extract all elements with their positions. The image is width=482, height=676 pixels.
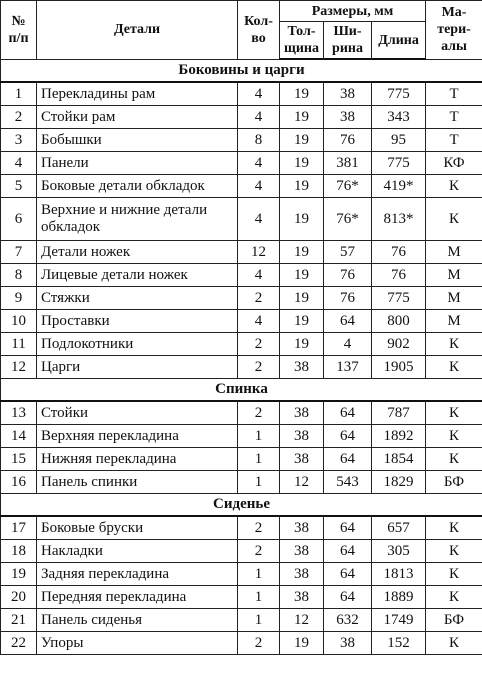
row-width: 64 (324, 310, 372, 333)
row-number: 17 (1, 516, 37, 540)
row-material: М (426, 310, 482, 333)
row-detail-name: Верхние и нижние детали обкладок (37, 198, 238, 241)
row-material: К (426, 175, 482, 198)
header-sizes: Размеры, мм (280, 1, 426, 22)
row-thickness: 38 (280, 356, 324, 379)
row-number: 19 (1, 563, 37, 586)
table-row (1, 516, 482, 540)
table-row (1, 586, 482, 609)
row-thickness: 19 (280, 175, 324, 198)
row-width: 64 (324, 448, 372, 471)
row-width: 64 (324, 586, 372, 609)
row-length: 775 (372, 152, 426, 175)
row-length: 76 (372, 264, 426, 287)
section-header (1, 379, 482, 402)
row-detail-name: Панели (37, 152, 238, 175)
row-quantity: 1 (238, 448, 280, 471)
row-quantity: 1 (238, 425, 280, 448)
row-detail-name: Панель спинки (37, 471, 238, 494)
row-number: 4 (1, 152, 37, 175)
table-row (1, 198, 482, 241)
table-row (1, 563, 482, 586)
row-quantity: 1 (238, 609, 280, 632)
row-thickness: 12 (280, 609, 324, 632)
row-detail-name: Проставки (37, 310, 238, 333)
row-detail-name: Верхняя перекладина (37, 425, 238, 448)
row-number: 10 (1, 310, 37, 333)
header-number: № п/п (1, 1, 37, 60)
header-thickness: Тол- щина (280, 22, 324, 60)
row-width: 76 (324, 287, 372, 310)
row-number: 3 (1, 129, 37, 152)
header-length: Длина (372, 22, 426, 60)
header-materials: Ма- тери- алы (426, 1, 482, 60)
row-width: 64 (324, 563, 372, 586)
row-width: 64 (324, 540, 372, 563)
row-quantity: 4 (238, 106, 280, 129)
section-title: Спинка (1, 379, 482, 402)
row-material: БФ (426, 471, 482, 494)
row-quantity: 2 (238, 287, 280, 310)
header-quantity: Кол- во (238, 1, 280, 60)
table-row (1, 152, 482, 175)
row-length: 902 (372, 333, 426, 356)
row-material: К (426, 540, 482, 563)
row-width: 4 (324, 333, 372, 356)
row-quantity: 4 (238, 82, 280, 106)
row-quantity: 2 (238, 356, 280, 379)
row-quantity: 4 (238, 152, 280, 175)
row-length: 1905 (372, 356, 426, 379)
row-length: 343 (372, 106, 426, 129)
row-width: 76* (324, 198, 372, 241)
row-length: 787 (372, 401, 426, 425)
row-thickness: 19 (280, 632, 324, 655)
row-number: 15 (1, 448, 37, 471)
row-thickness: 38 (280, 586, 324, 609)
row-thickness: 19 (280, 198, 324, 241)
row-detail-name: Детали ножек (37, 241, 238, 264)
row-width: 64 (324, 516, 372, 540)
row-thickness: 38 (280, 540, 324, 563)
row-length: 1854 (372, 448, 426, 471)
table-row (1, 241, 482, 264)
table-row (1, 356, 482, 379)
row-number: 12 (1, 356, 37, 379)
row-number: 16 (1, 471, 37, 494)
row-number: 1 (1, 82, 37, 106)
table-row (1, 82, 482, 106)
row-detail-name: Упоры (37, 632, 238, 655)
section-header (1, 59, 482, 82)
row-thickness: 19 (280, 287, 324, 310)
table-row (1, 471, 482, 494)
table-row (1, 287, 482, 310)
row-detail-name: Стойки рам (37, 106, 238, 129)
row-detail-name: Подлокотники (37, 333, 238, 356)
table-header (1, 1, 482, 60)
row-material: КФ (426, 152, 482, 175)
row-quantity: 4 (238, 310, 280, 333)
table-row (1, 609, 482, 632)
row-number: 11 (1, 333, 37, 356)
row-material: К (426, 425, 482, 448)
row-number: 21 (1, 609, 37, 632)
row-thickness: 19 (280, 333, 324, 356)
row-quantity: 1 (238, 586, 280, 609)
row-material: М (426, 287, 482, 310)
row-thickness: 19 (280, 241, 324, 264)
row-material: К (426, 563, 482, 586)
row-width: 76 (324, 129, 372, 152)
row-length: 800 (372, 310, 426, 333)
row-quantity: 2 (238, 632, 280, 655)
header-details: Детали (37, 1, 238, 60)
row-length: 775 (372, 287, 426, 310)
row-quantity: 2 (238, 516, 280, 540)
row-number: 22 (1, 632, 37, 655)
section-title: Боковины и царги (1, 59, 482, 82)
row-thickness: 19 (280, 264, 324, 287)
section-title: Сиденье (1, 494, 482, 517)
table-row (1, 175, 482, 198)
row-number: 8 (1, 264, 37, 287)
row-detail-name: Накладки (37, 540, 238, 563)
row-length: 813* (372, 198, 426, 241)
table-row (1, 264, 482, 287)
row-material: К (426, 632, 482, 655)
row-length: 775 (372, 82, 426, 106)
row-number: 9 (1, 287, 37, 310)
row-material: К (426, 401, 482, 425)
header-width: Ши- рина (324, 22, 372, 60)
table-body (1, 59, 482, 655)
table-row (1, 540, 482, 563)
row-width: 38 (324, 632, 372, 655)
row-quantity: 4 (238, 175, 280, 198)
row-detail-name: Боковые детали обкладок (37, 175, 238, 198)
row-quantity: 4 (238, 198, 280, 241)
row-detail-name: Боковые бруски (37, 516, 238, 540)
row-thickness: 19 (280, 82, 324, 106)
row-material: К (426, 198, 482, 241)
row-thickness: 12 (280, 471, 324, 494)
table-row (1, 448, 482, 471)
row-detail-name: Панель сиденья (37, 609, 238, 632)
row-length: 657 (372, 516, 426, 540)
row-material: К (426, 586, 482, 609)
row-width: 76 (324, 264, 372, 287)
row-length: 1892 (372, 425, 426, 448)
row-thickness: 19 (280, 106, 324, 129)
row-thickness: 19 (280, 152, 324, 175)
row-width: 632 (324, 609, 372, 632)
row-detail-name: Передняя перекладина (37, 586, 238, 609)
row-thickness: 38 (280, 563, 324, 586)
row-detail-name: Стяжки (37, 287, 238, 310)
row-detail-name: Нижняя перекладина (37, 448, 238, 471)
row-quantity: 2 (238, 540, 280, 563)
row-width: 137 (324, 356, 372, 379)
row-number: 5 (1, 175, 37, 198)
row-detail-name: Задняя перекладина (37, 563, 238, 586)
row-length: 305 (372, 540, 426, 563)
row-quantity: 1 (238, 471, 280, 494)
row-width: 57 (324, 241, 372, 264)
row-width: 543 (324, 471, 372, 494)
row-material: К (426, 516, 482, 540)
table-row (1, 401, 482, 425)
row-length: 95 (372, 129, 426, 152)
row-material: БФ (426, 609, 482, 632)
section-header (1, 494, 482, 517)
row-width: 64 (324, 425, 372, 448)
row-number: 18 (1, 540, 37, 563)
row-thickness: 19 (280, 310, 324, 333)
row-number: 20 (1, 586, 37, 609)
row-quantity: 4 (238, 264, 280, 287)
row-thickness: 38 (280, 448, 324, 471)
row-number: 6 (1, 198, 37, 241)
row-quantity: 12 (238, 241, 280, 264)
row-detail-name: Лицевые детали ножек (37, 264, 238, 287)
row-material: К (426, 448, 482, 471)
row-thickness: 38 (280, 425, 324, 448)
row-length: 419* (372, 175, 426, 198)
row-detail-name: Бобышки (37, 129, 238, 152)
row-detail-name: Стойки (37, 401, 238, 425)
row-width: 381 (324, 152, 372, 175)
row-thickness: 19 (280, 129, 324, 152)
table-row (1, 106, 482, 129)
row-material: К (426, 356, 482, 379)
row-number: 7 (1, 241, 37, 264)
row-width: 76* (324, 175, 372, 198)
row-thickness: 38 (280, 401, 324, 425)
row-quantity: 8 (238, 129, 280, 152)
row-number: 2 (1, 106, 37, 129)
table-row (1, 632, 482, 655)
row-detail-name: Царги (37, 356, 238, 379)
row-quantity: 2 (238, 333, 280, 356)
row-detail-name: Перекладины рам (37, 82, 238, 106)
row-material: Т (426, 106, 482, 129)
row-width: 64 (324, 401, 372, 425)
table-row (1, 310, 482, 333)
row-material: К (426, 333, 482, 356)
row-number: 14 (1, 425, 37, 448)
row-material: Т (426, 129, 482, 152)
row-length: 1813 (372, 563, 426, 586)
row-thickness: 38 (280, 516, 324, 540)
row-length: 1829 (372, 471, 426, 494)
row-number: 13 (1, 401, 37, 425)
row-length: 76 (372, 241, 426, 264)
row-material: М (426, 241, 482, 264)
row-quantity: 2 (238, 401, 280, 425)
row-quantity: 1 (238, 563, 280, 586)
row-material: М (426, 264, 482, 287)
row-length: 1889 (372, 586, 426, 609)
row-material: Т (426, 82, 482, 106)
table-row (1, 129, 482, 152)
row-length: 152 (372, 632, 426, 655)
table-row (1, 425, 482, 448)
row-width: 38 (324, 106, 372, 129)
table-row (1, 333, 482, 356)
row-length: 1749 (372, 609, 426, 632)
row-width: 38 (324, 82, 372, 106)
